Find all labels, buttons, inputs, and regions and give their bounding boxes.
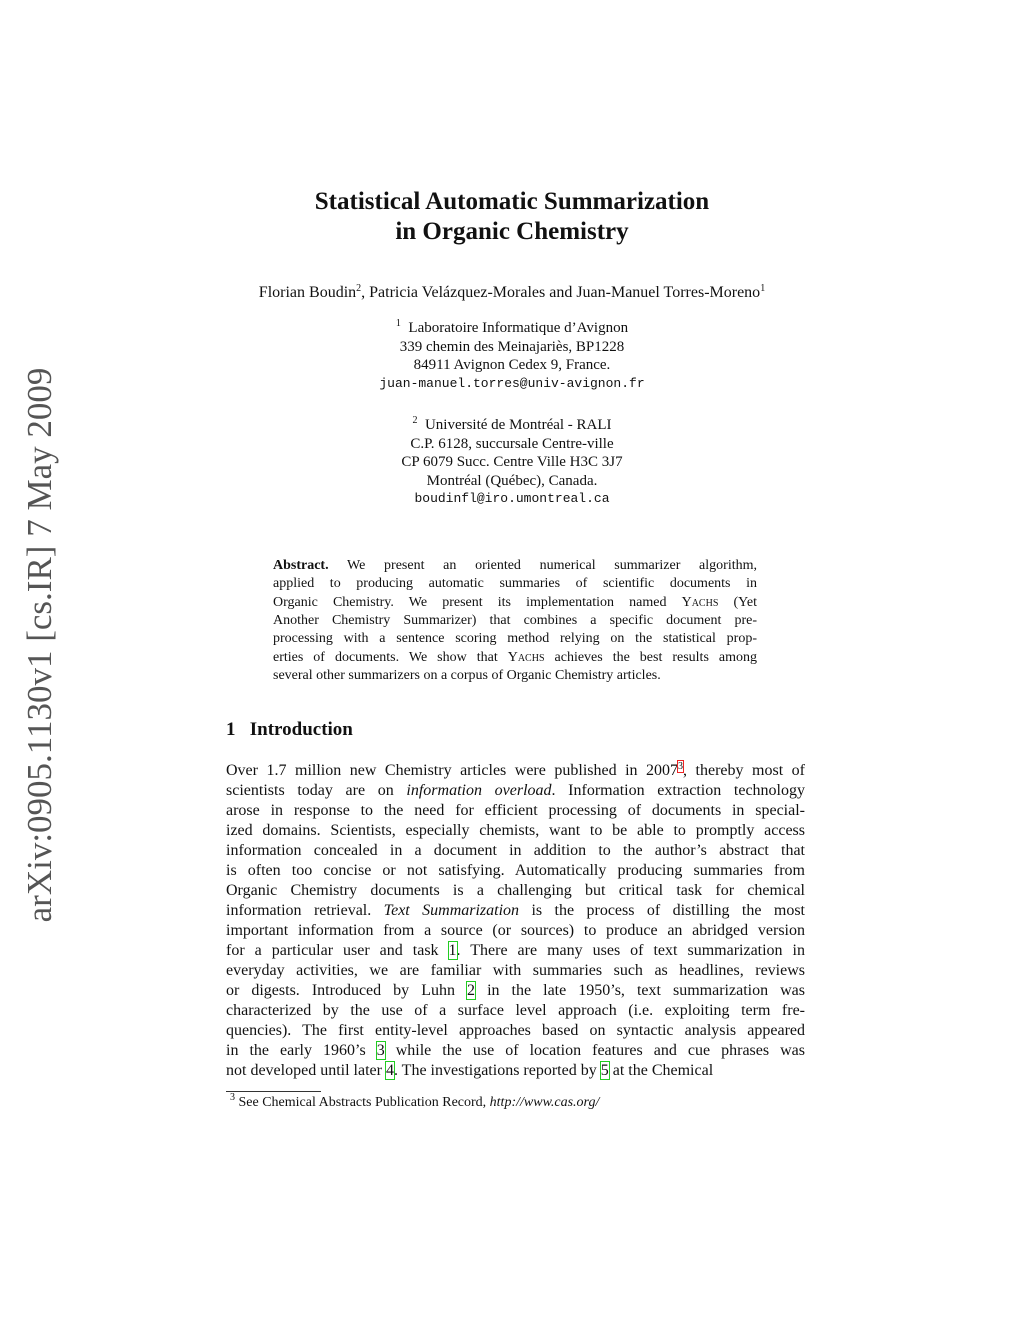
abstract-label: Abstract.: [273, 558, 329, 573]
text-line: [226, 1062, 805, 1082]
section-heading: [226, 719, 353, 741]
text-span: . The investigations reported by: [393, 1062, 601, 1079]
email-link[interactable]: boudinfl@iro.umontreal.ca: [414, 491, 610, 506]
affiliation-marker: 1: [760, 283, 766, 294]
footnote-text: See Chemical Abstracts Publication Record,: [235, 1095, 490, 1110]
text-line: [273, 613, 757, 631]
text-span: is the process of distilling the most: [519, 902, 805, 919]
affiliation-marker: 2: [356, 283, 362, 294]
text-span: ized domains. Scientists, especially chemists, want to be able to promptly access: [226, 822, 805, 839]
section-number: 1: [226, 719, 236, 740]
text-span: is often too concise or not satisfying. Automatically producing summaries from: [226, 862, 805, 879]
text-line: [273, 650, 757, 668]
affiliation-line: Université de Montréal - RALI: [424, 417, 612, 433]
text-span: scientists today are on: [226, 782, 407, 799]
affiliation-line: CP 6079 Succ. Centre Ville H3C 3J7: [401, 454, 623, 470]
text-span: information concealed in a document in addition to the author’s abstract that: [226, 842, 805, 859]
citation-link[interactable]: 2: [467, 982, 476, 999]
text-span: We present an oriented numerical summarizer algorithm,: [328, 558, 757, 573]
text-span: for a particular user and task: [226, 942, 449, 959]
text-span: achieves the best results among: [544, 649, 757, 665]
footnote: [230, 1092, 600, 1111]
affiliation-line: 339 chemin des Meinajariès, BP1228: [399, 338, 625, 355]
author-list: [0, 284, 1024, 302]
text-line: [226, 922, 805, 942]
text-span: quencies). The first entity-level approaches based on syntactic analysis appeared: [226, 1022, 805, 1039]
affiliation-number: 2: [412, 415, 418, 426]
affiliation-line: Montréal (Québec), Canada.: [426, 472, 598, 489]
text-line: [273, 576, 757, 594]
text-line: [226, 1042, 805, 1062]
arxiv-stamp: arXiv:0905.1130v1 [cs.IR] 7 May 2009: [20, 367, 59, 923]
footnote-url-link[interactable]: http://www.cas.org/: [489, 1095, 600, 1110]
text-line: [226, 842, 805, 862]
email-link[interactable]: juan-manuel.torres@univ-avignon.fr: [379, 375, 645, 391]
citation-link[interactable]: 4: [385, 1062, 394, 1079]
text-span: Another Chemistry Summarizer) that combines a specific document pre-: [273, 612, 757, 628]
text-line: [226, 862, 805, 882]
affiliation-line: 84911 Avignon Cedex 9, France.: [413, 357, 611, 373]
text-line: [226, 962, 805, 982]
text-span: erties of documents. We show that: [273, 649, 508, 665]
affiliation-1: [0, 319, 1024, 393]
text-line: [226, 762, 805, 782]
text-span: Yachs: [507, 649, 545, 665]
text-span: Organic Chemistry documents is a challenging but critical task for chemical: [226, 882, 805, 899]
author-boudin: Florian Boudin: [258, 284, 357, 301]
affiliation-line: Laboratoire Informatique d’Avignon: [408, 320, 629, 336]
text-span: important information from a source (or sources) to produce an abridged version: [226, 922, 805, 939]
text-span: everyday activities, we are familiar with summaries such as headlines, reviews: [226, 962, 805, 979]
text-span: Organic Chemistry. We present its implementation named: [273, 594, 682, 610]
text-line: [226, 822, 805, 842]
text-span: information retrieval.: [226, 902, 384, 919]
text-span: Yachs: [681, 594, 719, 610]
text-line: [226, 902, 805, 922]
text-line: [226, 1002, 805, 1022]
text-span: at the Chemical: [608, 1062, 714, 1079]
text-span: characterized by the use of a surface level approach (i.e. exploiting term fre-: [226, 1002, 805, 1019]
text-line: [226, 882, 805, 902]
text-span: Text Summarization: [383, 902, 520, 919]
text-span: while the use of location features and cue phrases was: [384, 1042, 806, 1059]
text-line: [273, 631, 757, 649]
text-span: several other summarizers on a corpus of Organic Chemistry articles.: [273, 667, 661, 683]
footnote-rule: [226, 1091, 321, 1092]
text-line: [226, 802, 805, 822]
citation-link[interactable]: 5: [600, 1062, 609, 1079]
text-span: arose in response to the need for efficient processing of documents in special-: [226, 802, 805, 819]
section-title: Introduction: [249, 719, 353, 740]
footnote-number: 3: [230, 1092, 235, 1103]
text-span: (Yet: [718, 594, 757, 610]
text-span: in the early 1960’s: [226, 1042, 377, 1059]
text-span: information overload: [406, 782, 552, 799]
text-line: [273, 668, 757, 686]
text-span: or digests. Introduced by Luhn: [226, 982, 468, 999]
paper-title-line-1: Statistical Automatic Summarization: [314, 188, 710, 215]
affiliation-line: C.P. 6128, succursale Centre-ville: [410, 435, 614, 452]
authors-rest: , Patricia Velázquez-Morales and Juan-Manuel Torres-Moreno: [361, 284, 761, 301]
text-span: . There are many uses of text summarization in: [456, 942, 805, 959]
text-line: [273, 595, 757, 613]
text-span: applied to producing automatic summaries of scientific documents in: [273, 576, 757, 592]
affiliation-number: 1: [395, 318, 401, 329]
text-span: Over 1.7 million new Chemistry articles were published in 2007: [226, 762, 679, 779]
paper-title-line-2: in Organic Chemistry: [395, 218, 629, 245]
text-line: [226, 942, 805, 962]
footnote-link[interactable]: 3: [678, 761, 684, 772]
text-span: processing with a sentence scoring method relying on the statistical prop-: [273, 631, 757, 647]
citation-link[interactable]: 1: [448, 942, 457, 959]
text-span: , thereby most of: [683, 762, 805, 779]
text-span: . Information extraction technology: [551, 782, 805, 799]
text-line: [226, 1022, 805, 1042]
text-span: in the late 1950’s, text summarization was: [475, 982, 805, 999]
affiliation-2: [0, 416, 1024, 509]
text-line: [226, 782, 805, 802]
text-line: [226, 982, 805, 1002]
text-line: [273, 558, 757, 576]
text-span: not developed until later: [226, 1062, 386, 1079]
citation-link[interactable]: 3: [376, 1042, 385, 1059]
